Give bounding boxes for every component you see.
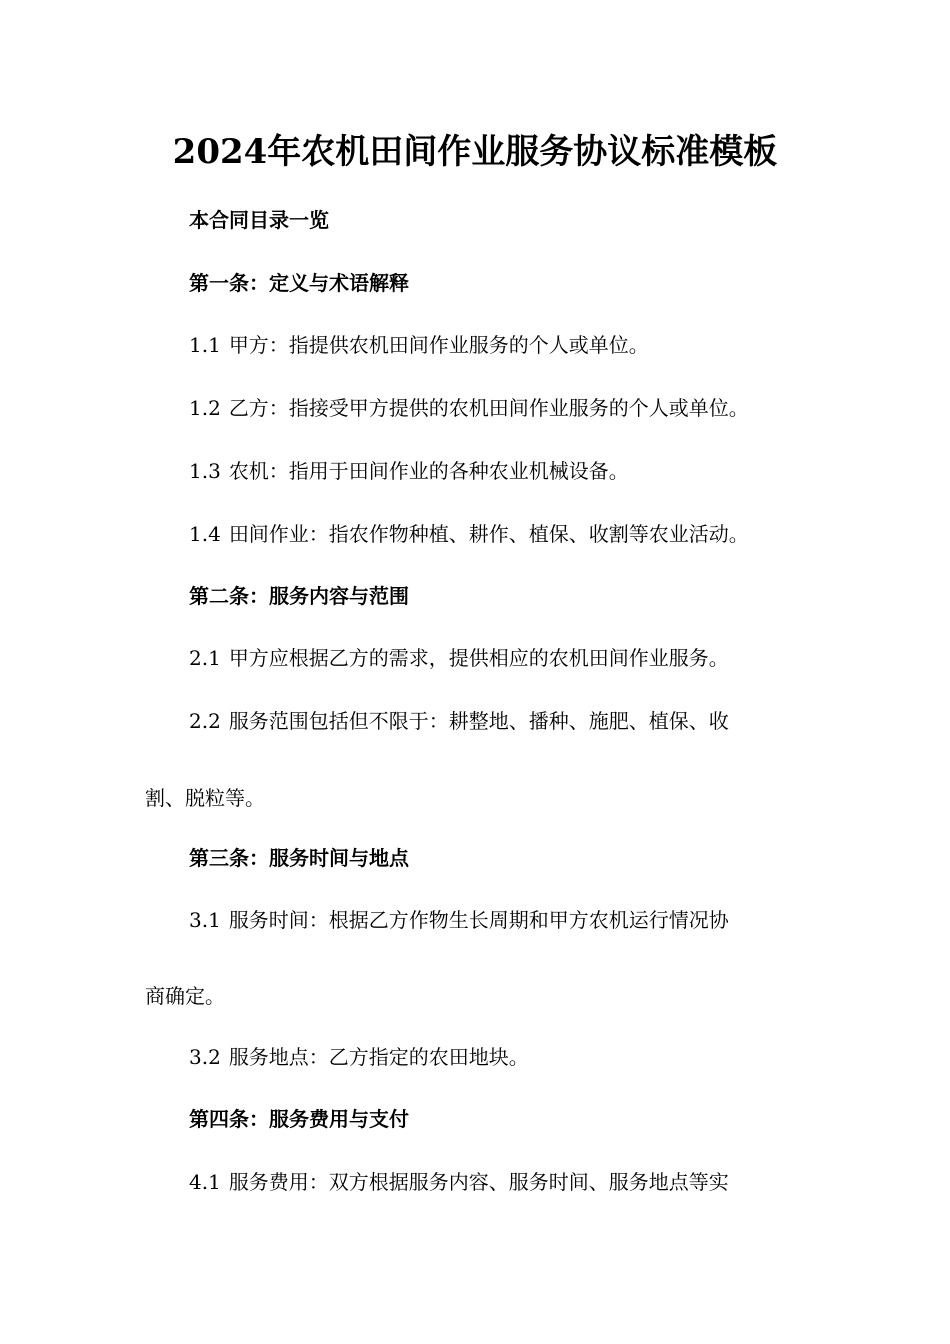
clause-2-2-continuation: 割、脱粒等。 xyxy=(145,786,265,810)
clause-text: 田间作业：指农作物种植、耕作、植保、收割等农业活动。 xyxy=(228,522,749,546)
clause-number: 2.2 xyxy=(189,709,221,733)
clause-3-2 xyxy=(189,1041,529,1073)
document-title: 2024年农机田间作业服务协议标准模板 xyxy=(172,132,778,172)
clause-3-1 xyxy=(189,904,729,936)
clause-text: 服务地点：乙方指定的农田地块。 xyxy=(228,1045,529,1069)
clause-2-1 xyxy=(189,642,729,674)
clause-number: 1.4 xyxy=(189,522,221,546)
clause-2-2 xyxy=(189,705,729,737)
clause-number: 3.1 xyxy=(189,908,221,932)
clause-text: 服务范围包括但不限于：耕整地、播种、施肥、植保、收 xyxy=(228,709,729,733)
clause-text: 农机：指用于田间作业的各种农业机械设备。 xyxy=(228,459,629,483)
toc-heading: 本合同目录一览 xyxy=(189,208,329,232)
clause-text: 甲方应根据乙方的需求，提供相应的农机田间作业服务。 xyxy=(228,646,729,670)
clause-number: 1.3 xyxy=(189,459,221,483)
clause-1-2 xyxy=(189,392,749,424)
section-heading-3: 第三条：服务时间与地点 xyxy=(189,846,409,870)
section-heading-1: 第一条：定义与术语解释 xyxy=(189,271,409,295)
clause-number: 1.1 xyxy=(189,333,221,357)
section-heading-4: 第四条：服务费用与支付 xyxy=(189,1107,409,1131)
clause-number: 3.2 xyxy=(189,1045,221,1069)
clause-1-3 xyxy=(189,455,629,487)
clause-1-1 xyxy=(189,329,649,361)
clause-1-4 xyxy=(189,518,749,550)
clause-number: 4.1 xyxy=(189,1170,221,1194)
clause-number: 2.1 xyxy=(189,646,221,670)
clause-text: 服务费用：双方根据服务内容、服务时间、服务地点等实 xyxy=(228,1170,729,1194)
clause-text: 甲方：指提供农机田间作业服务的个人或单位。 xyxy=(228,333,649,357)
clause-4-1 xyxy=(189,1166,729,1198)
clause-3-1-continuation: 商确定。 xyxy=(145,984,225,1008)
clause-number: 1.2 xyxy=(189,396,221,420)
clause-text: 乙方：指接受甲方提供的农机田间作业服务的个人或单位。 xyxy=(228,396,749,420)
clause-text: 服务时间：根据乙方作物生长周期和甲方农机运行情况协 xyxy=(228,908,729,932)
section-heading-2: 第二条：服务内容与范围 xyxy=(189,584,409,608)
